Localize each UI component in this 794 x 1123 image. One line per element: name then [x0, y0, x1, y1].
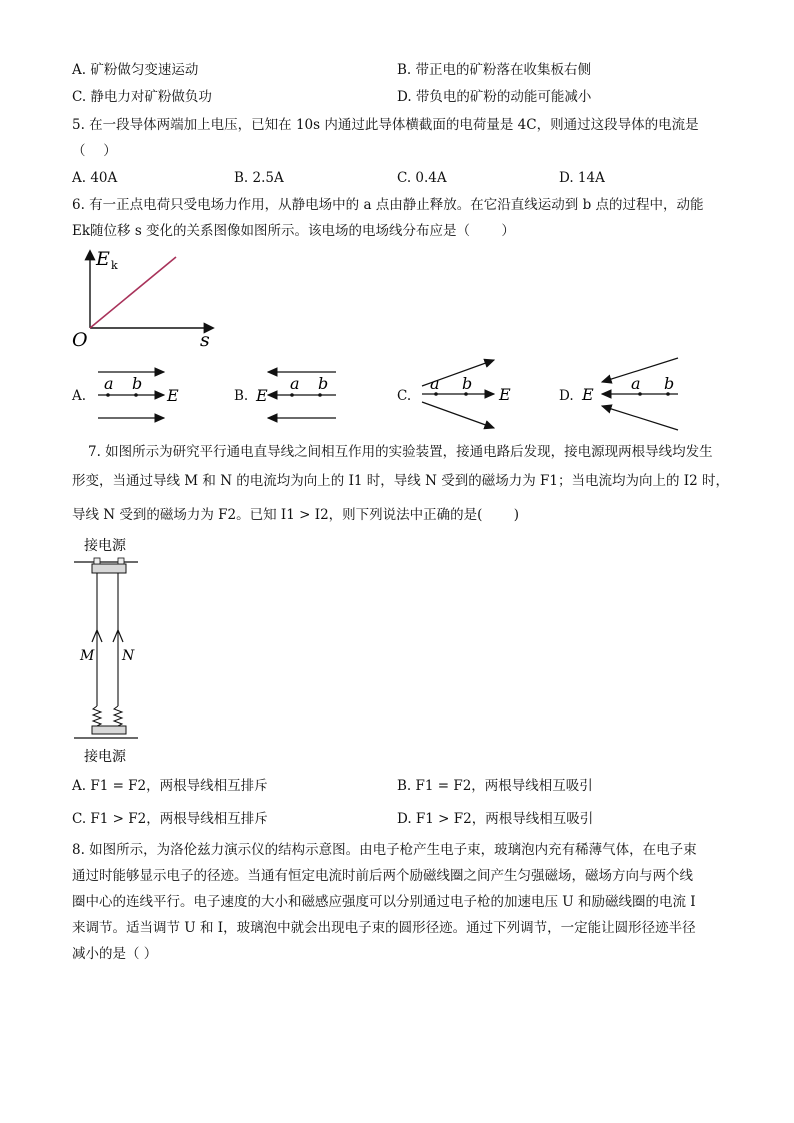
svg-text:b: b	[318, 374, 329, 393]
q7-option-d: D. F1 > F2，两根导线相互吸引	[397, 811, 594, 827]
q6-option-b-field	[254, 360, 354, 426]
q6-stem-line1: 6. 有一正点电荷只受电场力作用，从静电场中的 a 点由静止释放。在它沿直线运动到 b 点的过程中，动能	[72, 197, 704, 213]
q5-option-a: A. 40A	[72, 170, 118, 186]
svg-text:a: a	[430, 374, 440, 393]
q7-option-a: A. F1 = F2，两根导线相互排斥	[72, 778, 268, 794]
svg-text:a: a	[631, 374, 641, 393]
q7-parallel-wires-figure	[74, 534, 154, 769]
q5-stem-line2: （ ）	[72, 143, 117, 159]
q4-option-a: A. 矿粉做匀变速运动	[72, 62, 199, 78]
q6-option-a-label: A.	[72, 388, 87, 404]
svg-text:b: b	[462, 374, 473, 393]
svg-text:E: E	[499, 385, 511, 404]
origin-label: O	[72, 329, 88, 351]
q4-option-d: D. 带负电的矿粉的动能可能减小	[397, 89, 592, 105]
q4-option-b: B. 带正电的矿粉落在收集板右侧	[397, 62, 592, 78]
q6-ek-s-graph	[60, 246, 230, 351]
q4-option-c: C. 静电力对矿粉做负功	[72, 89, 212, 105]
q8-stem-line4: 来调节。适当调节 U 和 I，玻璃泡中就会出现电子束的圆形径迹。通过下列调节，一定能让圆形径迹半径	[72, 920, 696, 936]
y-axis-subscript: k	[111, 259, 118, 272]
q8-stem-line5: 减小的是（ ）	[72, 946, 158, 962]
wire-m-label: M	[80, 648, 95, 664]
q6-option-d-field	[578, 352, 688, 432]
svg-text:a: a	[104, 374, 114, 393]
x-axis-label: s	[200, 329, 210, 351]
q7-stem-line3: 导线 N 受到的磁场力为 F2。已知 I1 > I2，则下列说法中正确的是( )	[72, 507, 519, 523]
q7-option-b: B. F1 = F2，两根导线相互吸引	[397, 778, 593, 794]
bottom-power-label: 接电源	[84, 749, 126, 765]
q8-stem-line2: 通过时能够显示电子的径迹。当通有恒定电流时前后两个励磁线圈之间产生匀强磁场，磁场方向与两个线	[72, 868, 693, 884]
q6-stem-line2: Ek随位移 s 变化的关系图像如图所示。该电场的电场线分布应是（ ）	[72, 223, 515, 239]
q6-option-b-label: B.	[234, 388, 249, 404]
svg-text:E: E	[582, 385, 594, 404]
q6-option-c-field	[416, 352, 526, 432]
svg-text:E: E	[167, 386, 179, 405]
q6-option-c-label: C.	[397, 388, 412, 404]
q5-option-d: D. 14A	[559, 170, 605, 186]
q8-stem-line3: 圈中心的连线平行。电子速度的大小和磁感应强度可以分别通过电子枪的加速电压 U 和励磁线圈的电流 I	[72, 894, 696, 910]
q7-stem-line1: 7. 如图所示为研究平行通电直导线之间相互作用的实验装置，接通电路后发现，接电源现两根导线均发生	[88, 444, 713, 460]
y-axis-label: E	[96, 248, 110, 270]
q7-option-c: C. F1 > F2，两根导线相互排斥	[72, 811, 268, 827]
q6-option-d-label: D.	[559, 388, 574, 404]
top-power-label: 接电源	[84, 538, 126, 554]
q5-option-c: C. 0.4A	[397, 170, 447, 186]
svg-text:b: b	[132, 374, 143, 393]
q5-option-b: B. 2.5A	[234, 170, 284, 186]
q5-stem-line1: 5. 在一段导体两端加上电压，已知在 10s 内通过此导体横截面的电荷量是 4C，则通过这段导体的电流是	[72, 117, 699, 133]
q7-stem-line2: 形变，当通过导线 M 和 N 的电流均为向上的 I1 时，导线 N 受到的磁场力为 F1；当电流均为向上的 I2 时，	[72, 473, 729, 489]
svg-text:a: a	[290, 374, 300, 393]
wire-n-label: N	[122, 648, 135, 664]
q8-stem-line1: 8. 如图所示，为洛伦兹力演示仪的结构示意图。由电子枪产生电子束，玻璃泡内充有稀薄气体，在电子束	[72, 842, 697, 858]
svg-text:b: b	[664, 374, 675, 393]
q6-option-a-field	[92, 360, 192, 426]
svg-text:E: E	[256, 386, 268, 405]
